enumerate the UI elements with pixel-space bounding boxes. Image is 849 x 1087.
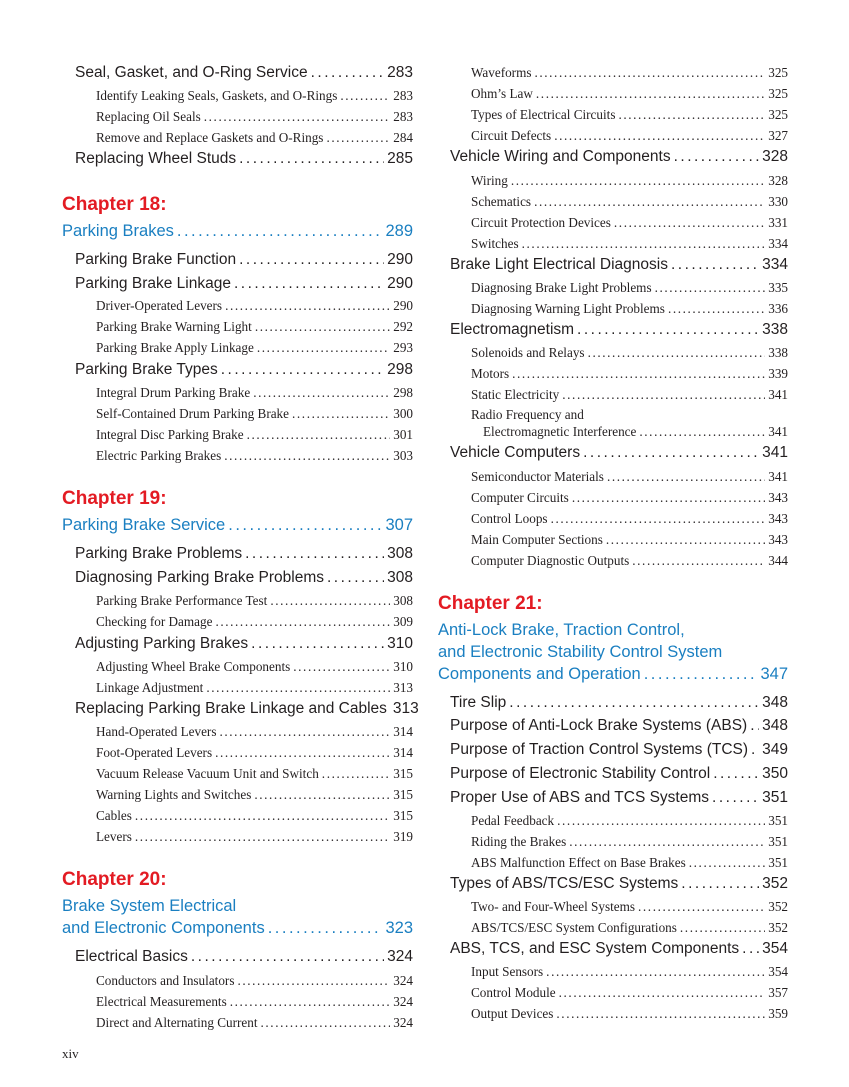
dot-leader (681, 875, 759, 893)
dot-leader (268, 919, 383, 938)
toc-subsection-entry[interactable]: Parking Brake Performance Test ..... 308 (96, 593, 413, 609)
dot-leader (522, 236, 766, 252)
toc-subsection-entry[interactable]: Control Loops ..... 343 (471, 511, 788, 527)
toc-subsection-entry[interactable]: Schematics ..... 330 (471, 194, 788, 210)
dot-leader (251, 635, 384, 653)
dot-leader (234, 275, 384, 293)
dot-leader (293, 659, 390, 675)
toc-section-entry[interactable]: Purpose of Traction Control Systems (TCS) ..... 349 (450, 741, 788, 759)
dot-leader (569, 834, 765, 850)
dot-leader (680, 920, 765, 936)
dot-leader (742, 940, 759, 958)
chapter-title-line: Anti-Lock Brake, Traction Control, (438, 621, 685, 639)
toc-section-entry[interactable]: Types of ABS/TCS/ESC Systems ..... 352 (450, 875, 788, 893)
chapter-title-entry[interactable]: Parking Brake Service ..... 307 (62, 516, 413, 535)
dot-leader (572, 490, 765, 506)
dot-leader (689, 855, 765, 871)
toc-subsection-entry[interactable]: Parking Brake Warning Light ..... 292 (96, 319, 413, 335)
toc-section-entry[interactable]: Parking Brake Function ..... 290 (75, 251, 413, 269)
dot-leader (559, 985, 766, 1001)
dot-leader (638, 899, 765, 915)
toc-section-entry[interactable]: Seal, Gasket, and O-Ring Service ..... 283 (75, 64, 413, 82)
chapter-title-entry[interactable]: Components and Operation ..... 347 (438, 665, 788, 684)
dot-leader (632, 553, 765, 569)
toc-subsection-entry[interactable]: Two- and Four-Wheel Systems ..... 352 (471, 899, 788, 915)
toc-subsection-entry[interactable]: ABS Malfunction Effect on Base Brakes ..... 351 (471, 855, 788, 871)
toc-subsection-entry[interactable]: Computer Diagnostic Outputs ..... 344 (471, 553, 788, 569)
toc-subsection-entry[interactable]: Waveforms ..... 325 (471, 65, 788, 81)
dot-leader (751, 741, 759, 759)
dot-leader (245, 545, 384, 563)
toc-subsection-entry[interactable]: Riding the Brakes ..... 351 (471, 834, 788, 850)
toc-subsection-entry[interactable]: Direct and Alternating Current ..... 324 (96, 1015, 413, 1031)
dot-leader (253, 385, 390, 401)
toc-subsection-entry[interactable]: Integral Drum Parking Brake ..... 298 (96, 385, 413, 401)
toc-subsection-line: Radio Frequency and (471, 407, 584, 422)
dot-leader (557, 813, 765, 829)
dot-leader (606, 532, 765, 548)
toc-subsection-entry[interactable]: Foot-Operated Levers ..... 314 (96, 745, 413, 761)
dot-leader (618, 107, 765, 123)
toc-subsection-entry[interactable]: Identify Leaking Seals, Gaskets, and O-Rings ..... 283 (96, 88, 413, 104)
dot-leader (614, 215, 765, 231)
toc-subsection-entry[interactable]: Input Sensors ..... 354 (471, 964, 788, 980)
toc-subsection-entry[interactable]: Checking for Damage ..... 309 (96, 614, 413, 630)
dot-leader (215, 614, 390, 630)
toc-subsection-entry[interactable]: Electric Parking Brakes ..... 303 (96, 448, 413, 464)
toc-subsection-entry[interactable]: Parking Brake Apply Linkage ..... 293 (96, 340, 413, 356)
dot-leader (674, 148, 760, 166)
toc-section-entry[interactable]: Replacing Parking Brake Linkage and Cables 313 (75, 700, 419, 717)
dot-leader (534, 194, 765, 210)
toc-subsection-entry[interactable]: Electromagnetic Interference ..... 341 (483, 424, 788, 440)
dot-leader (583, 444, 759, 462)
toc-section-entry[interactable]: Replacing Wheel Studs ..... 285 (75, 150, 413, 168)
dot-leader (221, 361, 384, 379)
dot-leader (655, 280, 766, 296)
chapter-title-entry[interactable]: Parking Brakes ..... 289 (62, 222, 413, 241)
toc-section-entry[interactable]: Brake Light Electrical Diagnosis ..... 334 (450, 256, 788, 274)
dot-leader (551, 511, 766, 527)
toc-subsection-entry[interactable]: Semiconductor Materials ..... 341 (471, 469, 788, 485)
dot-leader (135, 808, 390, 824)
dot-leader (224, 448, 390, 464)
dot-leader (228, 516, 382, 535)
toc-subsection-entry[interactable]: Types of Electrical Circuits ..... 325 (471, 107, 788, 123)
dot-leader (509, 694, 759, 712)
toc-subsection-entry[interactable]: Hand-Operated Levers ..... 314 (96, 724, 413, 740)
dot-leader (512, 366, 765, 382)
toc-subsection-entry[interactable]: Diagnosing Warning Light Problems ..... 336 (471, 301, 788, 317)
toc-subsection-entry[interactable]: Adjusting Wheel Brake Components ..... 310 (96, 659, 413, 675)
dot-leader (588, 345, 766, 361)
dot-leader (206, 680, 390, 696)
dot-leader (554, 128, 765, 144)
toc-section-entry[interactable]: Tire Slip ..... 348 (450, 694, 788, 712)
toc-subsection-entry[interactable]: Cables ..... 315 (96, 808, 413, 824)
toc-section-entry[interactable]: Diagnosing Parking Brake Problems ..... 308 (75, 569, 413, 587)
toc-section-entry[interactable]: ABS, TCS, and ESC System Components ..... 354 (450, 940, 788, 958)
toc-section-entry[interactable]: Parking Brake Linkage ..... 290 (75, 275, 413, 293)
toc-subsection-entry[interactable]: Main Computer Sections ..... 343 (471, 532, 788, 548)
chapter-label: Chapter 20: (62, 869, 167, 890)
toc-subsection-entry[interactable]: Circuit Protection Devices ..... 331 (471, 215, 788, 231)
dot-leader (135, 829, 390, 845)
toc-section-entry[interactable]: Parking Brake Problems ..... 308 (75, 545, 413, 563)
dot-leader (340, 88, 390, 104)
dot-leader (712, 789, 759, 807)
dot-leader (713, 765, 759, 783)
dot-leader (270, 593, 390, 609)
toc-section-entry[interactable]: Vehicle Computers ..... 341 (450, 444, 788, 462)
dot-leader (239, 150, 384, 168)
toc-subsection-entry[interactable]: Warning Lights and Switches ..... 315 (96, 787, 413, 803)
dot-leader (607, 469, 765, 485)
dot-leader (556, 1006, 765, 1022)
toc-subsection-entry[interactable]: Ohm’s Law ..... 325 (471, 86, 788, 102)
toc-section-entry[interactable]: Purpose of Anti-Lock Brake Systems (ABS) ..... 348 (450, 717, 788, 735)
toc-section-entry[interactable]: Electromagnetism ..... 338 (450, 321, 788, 339)
toc-subsection-entry[interactable]: Remove and Replace Gaskets and O-Rings ..... 284 (96, 130, 413, 146)
dot-leader (219, 724, 390, 740)
dot-leader (546, 964, 765, 980)
chapter-title-entry[interactable]: and Electronic Components ..... 323 (62, 919, 413, 938)
page-number: xiv (62, 1046, 79, 1061)
toc-subsection-entry[interactable]: Vacuum Release Vacuum Unit and Switch ..... 315 (96, 766, 413, 782)
dot-leader (215, 745, 390, 761)
toc-subsection-entry[interactable]: Driver-Operated Levers ..... 290 (96, 298, 413, 314)
dot-leader (247, 427, 391, 443)
toc-subsection-entry[interactable]: Linkage Adjustment ..... 313 (96, 680, 413, 696)
dot-leader (239, 251, 384, 269)
dot-leader (255, 319, 390, 335)
dot-leader (237, 973, 390, 989)
dot-leader (230, 994, 391, 1010)
dot-leader (311, 64, 385, 82)
toc-subsection-entry[interactable]: Output Devices ..... 359 (471, 1006, 788, 1022)
toc-subsection-entry[interactable]: Computer Circuits ..... 343 (471, 490, 788, 506)
dot-leader (254, 787, 390, 803)
dot-leader (534, 65, 765, 81)
dot-leader (292, 406, 390, 422)
toc-section-entry[interactable]: Purpose of Electronic Stability Control ..... 350 (450, 765, 788, 783)
chapter-title-line: Brake System Electrical (62, 897, 237, 915)
chapter-title-line: and Electronic Stability Control System (438, 643, 723, 661)
toc-section-entry[interactable]: Adjusting Parking Brakes ..... 310 (75, 635, 413, 653)
toc-subsection-entry[interactable]: Diagnosing Brake Light Problems ..... 335 (471, 280, 788, 296)
toc-subsection-entry[interactable]: Motors ..... 339 (471, 366, 788, 382)
dot-leader (322, 766, 390, 782)
toc-section-entry[interactable]: Parking Brake Types ..... 298 (75, 361, 413, 379)
dot-leader (511, 173, 765, 189)
toc-subsection-entry[interactable]: Switches ..... 334 (471, 236, 788, 252)
toc-subsection-entry[interactable]: Electrical Measurements ..... 324 (96, 994, 413, 1010)
toc-subsection-entry[interactable]: Pedal Feedback ..... 351 (471, 813, 788, 829)
dot-leader (577, 321, 759, 339)
dot-leader (750, 717, 759, 735)
dot-leader (639, 424, 765, 440)
toc-subsection-entry[interactable]: Static Electricity ..... 341 (471, 387, 788, 403)
chapter-label: Chapter 21: (438, 593, 543, 614)
chapter-label: Chapter 18: (62, 194, 167, 215)
toc-subsection-entry[interactable]: Replacing Oil Seals ..... 283 (96, 109, 413, 125)
toc-subsection-entry[interactable]: Circuit Defects ..... 327 (471, 128, 788, 144)
dot-leader (204, 109, 390, 125)
dot-leader (668, 301, 765, 317)
toc-subsection-entry[interactable]: Self-Contained Drum Parking Brake ..... 300 (96, 406, 413, 422)
dot-leader (326, 130, 390, 146)
dot-leader (671, 256, 759, 274)
dot-leader (257, 340, 390, 356)
dot-leader (225, 298, 390, 314)
toc-section-entry[interactable]: Vehicle Wiring and Components ..... 328 (450, 148, 788, 166)
dot-leader (327, 569, 384, 587)
dot-leader (261, 1015, 391, 1031)
chapter-label: Chapter 19: (62, 488, 167, 509)
toc-subsection-entry[interactable]: Conductors and Insulators ..... 324 (96, 973, 413, 989)
dot-leader (644, 665, 758, 684)
toc-subsection-entry[interactable]: ABS/TCS/ESC System Configurations ..... 352 (471, 920, 788, 936)
dot-leader (177, 222, 383, 241)
toc-section-entry[interactable]: Electrical Basics ..... 324 (75, 948, 413, 966)
toc-subsection-entry[interactable]: Control Module ..... 357 (471, 985, 788, 1001)
toc-section-entry[interactable]: Proper Use of ABS and TCS Systems ..... 351 (450, 789, 788, 807)
dot-leader (536, 86, 765, 102)
toc-subsection-entry[interactable]: Integral Disc Parking Brake ..... 301 (96, 427, 413, 443)
toc-subsection-entry[interactable]: Solenoids and Relays ..... 338 (471, 345, 788, 361)
dot-leader (191, 948, 384, 966)
dot-leader (562, 387, 765, 403)
toc-subsection-entry[interactable]: Levers ..... 319 (96, 829, 413, 845)
toc-subsection-entry[interactable]: Wiring ..... 328 (471, 173, 788, 189)
